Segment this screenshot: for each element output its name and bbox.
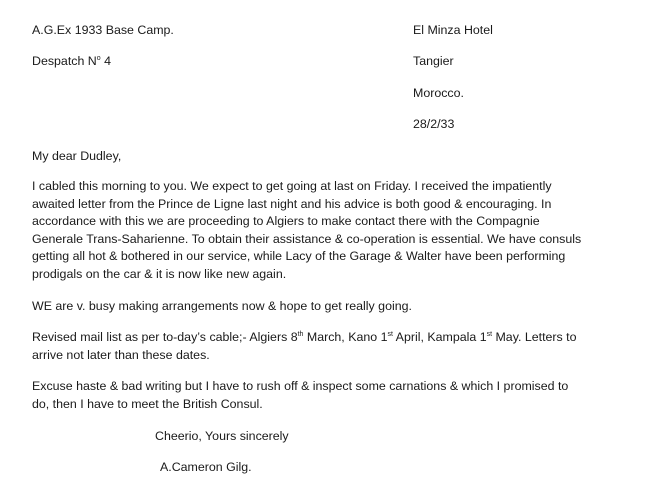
despatch-label: Despatch N (32, 54, 97, 68)
country: Morocco. (413, 86, 464, 100)
mail-text-d: May. Letters to (492, 330, 577, 344)
paragraph-1-line: I cabled this morning to you. We expect to get going at last on Friday. I received the impatiently (32, 179, 552, 193)
mail-sup-b: st (387, 331, 393, 338)
paragraph-1 (32, 178, 632, 283)
despatch-sup: o (96, 55, 101, 62)
paragraph-1-line: prodigals on the car & it is now like new again. (32, 266, 287, 281)
mail-text-a: Revised mail list as per to-day’s cable;- Algiers 8 (32, 330, 298, 344)
signature: A.Cameron Gilg. (160, 460, 252, 474)
paragraph-1-line: getting all hot & bothered in our service, while Lacy of the Garage & Walter have been performing (32, 249, 566, 263)
despatch-num: 4 (100, 54, 111, 68)
hotel-name: El Minza Hotel (413, 23, 493, 37)
mail-text-c: April, Kampala 1 (392, 330, 487, 344)
letter-date: 28/2/33 (413, 117, 455, 131)
despatch-number (32, 53, 111, 69)
paragraph-4 (32, 378, 632, 413)
mail-sup-a: th (297, 331, 304, 338)
paragraph-4-line: Excuse haste & bad writing but I have to rush off & inspect some carnations & which I promised to (32, 379, 569, 393)
paragraph-3-line-1 (32, 329, 632, 347)
salutation: My dear Dudley, (32, 149, 122, 163)
city: Tangier (413, 54, 454, 68)
paragraph-1-line: Generale Trans-Saharienne. To obtain their assistance & co-operation is essential. We have consuls (32, 231, 582, 246)
paragraph-3 (32, 329, 632, 364)
paragraph-3-line-2: arrive not later than these dates. (32, 347, 210, 362)
mail-text-b: March, Kano 1 (303, 330, 388, 344)
paragraph-1-line: accordance with this we are proceeding to Algiers to make contact there with the Compagnie (32, 214, 540, 228)
paragraph-1-line: awaited letter from the Prince de Ligne last night and his advice is both good & encouraging. In (32, 196, 552, 211)
paragraph-4-line: do, then I have to meet the British Consul. (32, 396, 263, 411)
paragraph-2: WE are v. busy making arrangements now & hope to get really going. (32, 299, 412, 313)
camp-heading: A.G.Ex 1933 Base Camp. (32, 23, 174, 37)
closing: Cheerio, Yours sincerely (155, 429, 289, 443)
mail-sup-c: st (486, 331, 493, 338)
